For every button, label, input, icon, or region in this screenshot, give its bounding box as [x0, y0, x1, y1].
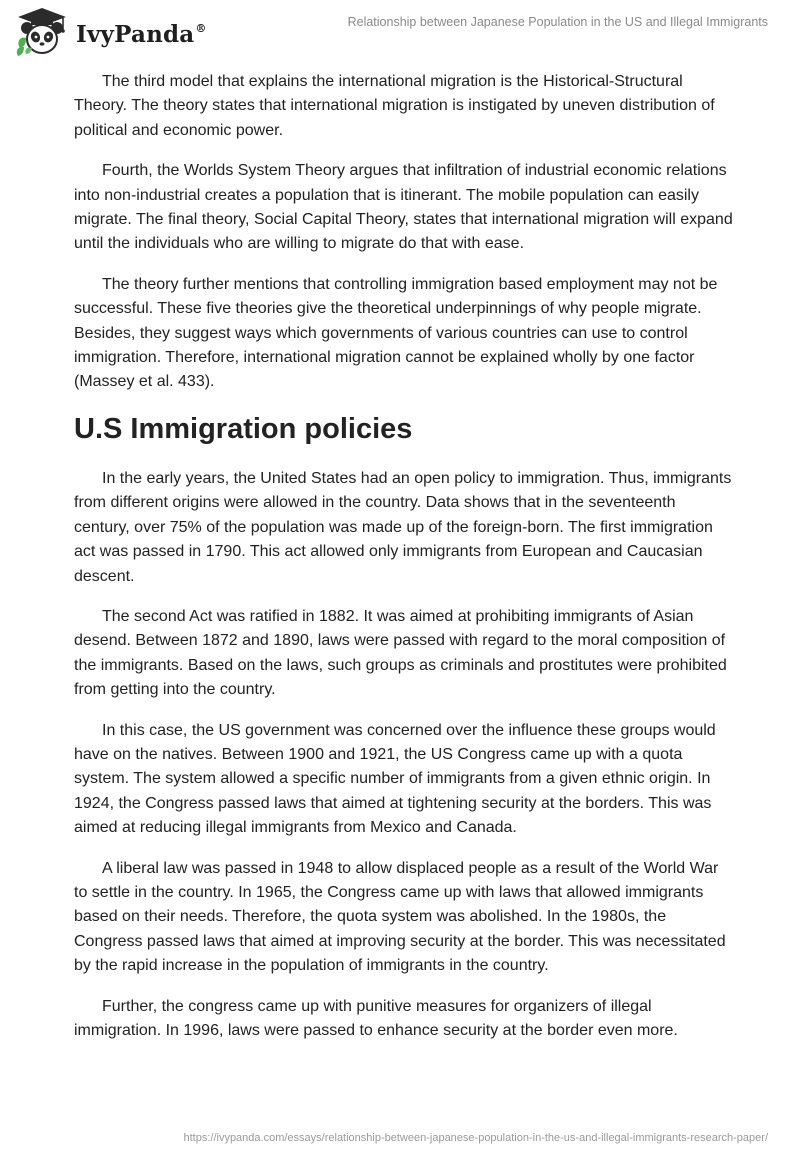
paragraph: Further, the congress came up with punitive measures for organizers of illegal immigration. In 1996, laws were passed to enhance security at the border even more. [74, 997, 678, 1039]
brand-label: IvyPanda [76, 20, 195, 48]
essay-body [74, 70, 734, 1059]
source-url[interactable]: https://ivypanda.com/essays/relationship-between-japanese-population-in-the-us-and-illegal-immigrants-research-paper/ [183, 1132, 768, 1144]
page-header [0, 0, 800, 60]
paragraph: In this case, the US government was concerned over the influence these groups would have on the natives. Between 1900 and 1921, the US Congress came up with a quota system. The system allowed a specific number of immigrants from a given ethnic origin. In 1924, the Congress passed laws that aimed at tightening security at the borders. This was aimed at reducing illegal immigrants from Mexico and Canada. [74, 721, 716, 837]
paragraph: The theory further mentions that controlling immigration based employment may not be successful. These five theories give the theoretical underpinnings of why people migrate. Besides, they suggest ways which governments of various countries can use to control immigration. Therefore, international migration cannot be explained wholly by one factor (Massey et al. 433). [74, 275, 718, 391]
section-heading: U.S Immigration policies [74, 412, 413, 445]
paragraph: Fourth, the Worlds System Theory argues that infiltration of industrial economic relations into non-industrial creates a population that is itinerant. The mobile population can easily migrate. The final theory, Social Capital Theory, states that international migration will expand until the individuals who are willing to migrate do that with ease. [74, 162, 733, 253]
panda-graduate-icon [14, 6, 70, 58]
paragraph: In the early years, the United States had an open policy to immigration. Thus, immigrants from different origins were allowed in the country. Data shows that in the seventeenth century, over 75% of the population was made up of the foreign-born. The first immigration act was passed in 1790. This act allowed only immigrants from European and Caucasian descent. [74, 469, 732, 585]
document-title: Relationship between Japanese Population in the US and Illegal Immigrants [347, 15, 768, 29]
paragraph: The third model that explains the international migration is the Historical-Structural Theory. The theory states that international migration is instigated by uneven distribution of political and economic power. [74, 73, 715, 139]
brand-name [76, 21, 207, 48]
ivypanda-logo[interactable] [14, 6, 207, 58]
registered-mark: ® [195, 21, 207, 35]
paragraph: A liberal law was passed in 1948 to allow displaced people as a result of the World War to settle in the country. In 1965, the Congress came up with laws that allowed immigrants based on their needs. Therefore, the quota system was abolished. In the 1980s, the Congress passed laws that aimed at improving security at the border. This was necessitated by the rapid increase in the population of immigrants in the country. [74, 859, 726, 975]
paragraph: The second Act was ratified in 1882. It was aimed at prohibiting immigrants of Asian desend. Between 1872 and 1890, laws were passed with regard to the moral composition of the immigrants. Based on the laws, such groups as criminals and prostitutes were prohibited from getting into the country. [74, 607, 727, 699]
